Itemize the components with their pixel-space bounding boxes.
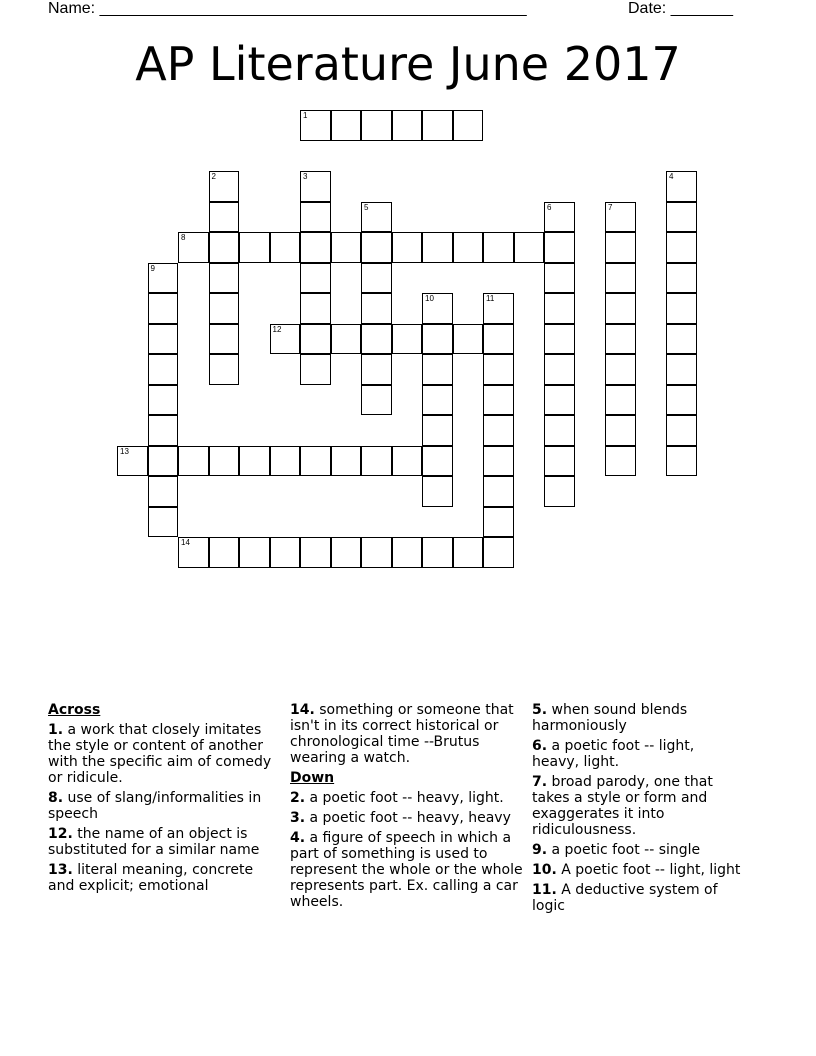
clue-number: 3. (290, 810, 306, 826)
grid-cell[interactable] (361, 232, 392, 263)
clue-text: A poetic foot -- light, light (561, 862, 741, 878)
grid-cell[interactable] (483, 507, 514, 538)
grid-cell[interactable] (605, 232, 636, 263)
grid-cell[interactable] (148, 507, 179, 538)
grid-cell[interactable] (666, 354, 697, 385)
grid-cell[interactable] (209, 446, 240, 477)
clue-text: a poetic foot -- heavy, heavy (309, 810, 511, 826)
clue-number: 6. (532, 738, 548, 754)
cell-number: 12 (272, 324, 282, 334)
date-field[interactable]: Date: _______ (628, 0, 733, 17)
grid-cell[interactable] (544, 232, 575, 263)
clue-number: 14. (290, 702, 315, 718)
clue-text: use of slang/informalities in speech (48, 790, 262, 822)
grid-cell[interactable] (361, 293, 392, 324)
cell-number: 4 (669, 172, 674, 181)
clue-number: 8. (48, 790, 64, 806)
grid-cell[interactable] (361, 202, 392, 233)
grid-cell[interactable] (148, 446, 179, 477)
grid-cell[interactable] (178, 446, 209, 477)
cell-number: 14 (181, 538, 190, 547)
grid-cell[interactable] (361, 263, 392, 294)
clue-down-7 (532, 774, 742, 838)
grid-cell[interactable] (605, 293, 636, 324)
grid-cell[interactable] (605, 446, 636, 477)
grid-cell[interactable] (514, 232, 545, 263)
grid-cell[interactable] (666, 232, 697, 263)
grid-cell[interactable] (300, 293, 331, 324)
grid-cell[interactable] (483, 385, 514, 416)
grid-cell[interactable] (361, 385, 392, 416)
grid-cell[interactable] (666, 263, 697, 294)
clue-text: broad parody, one that takes a style or form and exaggerates it into ridiculousness. (532, 774, 713, 838)
clues-column-1 (48, 702, 280, 898)
grid-cell[interactable] (148, 263, 179, 294)
down-heading: Down (290, 770, 335, 786)
clue-text: something or someone that isn't in its correct historical or chronological time --Brutus wearing a watch. (290, 702, 514, 766)
grid-cell[interactable] (666, 385, 697, 416)
grid-cell[interactable] (209, 354, 240, 385)
grid-cell[interactable] (300, 232, 331, 263)
grid-cell[interactable] (392, 324, 423, 355)
grid-cell[interactable] (483, 354, 514, 385)
grid-cell[interactable] (666, 202, 697, 233)
clue-number: 10. (532, 862, 557, 878)
grid-cell[interactable] (544, 354, 575, 385)
grid-cell[interactable] (544, 324, 575, 355)
cell-number: 6 (547, 202, 552, 212)
grid-cell[interactable] (300, 354, 331, 385)
clue-number: 11. (532, 882, 557, 898)
grid-cell[interactable] (544, 202, 575, 233)
cell-number: 7 (608, 202, 613, 212)
grid-cell[interactable] (422, 476, 453, 507)
grid-cell[interactable] (331, 537, 362, 568)
clue-text: a poetic foot -- single (551, 842, 701, 858)
grid-cell[interactable] (605, 415, 636, 446)
name-field[interactable]: Name: ________________________________________________ (48, 0, 527, 17)
grid-cell[interactable] (178, 232, 209, 263)
clue-down-5 (532, 702, 742, 734)
grid-cell[interactable] (422, 354, 453, 385)
grid-cell[interactable] (422, 110, 453, 141)
grid-cell[interactable] (453, 537, 484, 568)
grid-cell[interactable] (422, 324, 453, 355)
cell-number: 8 (181, 233, 186, 242)
grid-cell[interactable] (209, 293, 240, 324)
cell-number: 10 (425, 294, 434, 303)
grid-cell[interactable] (392, 232, 423, 263)
grid-cell[interactable] (148, 385, 179, 416)
grid-cell[interactable] (300, 171, 331, 202)
grid-cell[interactable] (483, 537, 514, 568)
clues-column-3 (532, 702, 742, 918)
grid-cell[interactable] (605, 385, 636, 416)
grid-cell[interactable] (483, 415, 514, 446)
grid-cell[interactable] (300, 110, 331, 141)
grid-cell[interactable] (300, 446, 331, 477)
grid-cell[interactable] (453, 110, 484, 141)
grid-cell[interactable] (392, 537, 423, 568)
grid-cell[interactable] (270, 446, 301, 477)
clue-text: a poetic foot -- light, heavy, light. (532, 738, 695, 770)
clue-number: 9. (532, 842, 548, 858)
grid-cell[interactable] (361, 446, 392, 477)
grid-cell[interactable] (300, 263, 331, 294)
grid-cell[interactable] (361, 110, 392, 141)
clue-across-12 (48, 826, 280, 858)
page-title: AP Literature June 2017 (135, 37, 681, 91)
grid-cell[interactable] (209, 171, 240, 202)
clue-across-8 (48, 790, 280, 822)
clue-number: 2. (290, 790, 306, 806)
grid-cell[interactable] (544, 476, 575, 507)
clue-text: a poetic foot -- heavy, light. (309, 790, 504, 806)
grid-cell[interactable] (544, 385, 575, 416)
clue-down-10 (532, 862, 742, 878)
clue-number: 12. (48, 826, 73, 842)
clues-column-2 (290, 702, 526, 914)
cell-number: 9 (150, 263, 155, 273)
grid-cell[interactable] (422, 446, 453, 477)
clue-text: the name of an object is substituted for a similar name (48, 826, 260, 858)
grid-cell[interactable] (209, 263, 240, 294)
grid-cell[interactable] (361, 354, 392, 385)
grid-cell[interactable] (605, 263, 636, 294)
clue-across-13 (48, 862, 280, 894)
grid-cell[interactable] (148, 293, 179, 324)
grid-cell[interactable] (117, 446, 148, 477)
cell-number: 3 (303, 172, 308, 181)
clue-number: 4. (290, 830, 306, 846)
grid-cell[interactable] (605, 354, 636, 385)
clue-text: a work that closely imitates the style or content of another with the specific aim of comedy or ridicule. (48, 722, 272, 786)
grid-cell[interactable] (148, 354, 179, 385)
cell-number: 11 (486, 294, 495, 303)
grid-cell[interactable] (239, 537, 270, 568)
grid-cell[interactable] (148, 324, 179, 355)
grid-cell[interactable] (331, 232, 362, 263)
grid-cell[interactable] (422, 293, 453, 324)
clue-number: 5. (532, 702, 548, 718)
grid-cell[interactable] (544, 415, 575, 446)
clue-number: 7. (532, 774, 548, 790)
clue-text: when sound blends harmoniously (532, 702, 688, 734)
grid-cell[interactable] (392, 446, 423, 477)
grid-cell[interactable] (270, 537, 301, 568)
grid-cell[interactable] (422, 232, 453, 263)
clue-down-9 (532, 842, 742, 858)
clue-down-4 (290, 830, 526, 910)
grid-cell[interactable] (331, 324, 362, 355)
cell-number: 13 (120, 446, 129, 456)
cell-number: 1 (303, 111, 308, 120)
grid-cell[interactable] (544, 263, 575, 294)
grid-cell[interactable] (422, 415, 453, 446)
grid-cell[interactable] (483, 293, 514, 324)
grid-cell[interactable] (605, 324, 636, 355)
grid-cell[interactable] (239, 446, 270, 477)
grid-cell[interactable] (483, 446, 514, 477)
grid-cell[interactable] (483, 232, 514, 263)
grid-cell[interactable] (209, 232, 240, 263)
clue-across-14 (290, 702, 526, 766)
cell-number: 5 (364, 202, 369, 212)
grid-cell[interactable] (300, 202, 331, 233)
grid-cell[interactable] (605, 202, 636, 233)
grid-cell[interactable] (300, 537, 331, 568)
grid-cell[interactable] (544, 293, 575, 324)
clue-down-3 (290, 810, 526, 826)
grid-cell[interactable] (300, 324, 331, 355)
clue-down-2 (290, 790, 526, 806)
grid-cell[interactable] (209, 324, 240, 355)
clue-down-6 (532, 738, 742, 770)
across-heading: Across (48, 702, 101, 718)
cell-number: 2 (211, 172, 216, 181)
grid-cell[interactable] (392, 110, 423, 141)
grid-cell[interactable] (453, 232, 484, 263)
clue-text: A deductive system of logic (532, 882, 718, 914)
grid-cell[interactable] (361, 324, 392, 355)
grid-cell[interactable] (422, 537, 453, 568)
grid-cell[interactable] (361, 537, 392, 568)
clue-number: 13. (48, 862, 73, 878)
grid-cell[interactable] (483, 476, 514, 507)
grid-cell[interactable] (544, 446, 575, 477)
grid-cell[interactable] (148, 415, 179, 446)
grid-cell[interactable] (666, 171, 697, 202)
grid-cell[interactable] (331, 110, 362, 141)
grid-cell[interactable] (483, 324, 514, 355)
clue-number: 1. (48, 722, 64, 738)
clue-text: literal meaning, concrete and explicit; emotional (48, 862, 254, 894)
clue-text: a figure of speech in which a part of something is used to represent the whole or the whole represents part. Ex. calling a car wheels. (290, 830, 523, 910)
grid-cell[interactable] (148, 476, 179, 507)
grid-cell[interactable] (270, 324, 301, 355)
grid-cell[interactable] (270, 232, 301, 263)
grid-cell[interactable] (209, 202, 240, 233)
clue-down-11 (532, 882, 742, 914)
grid-cell[interactable] (666, 293, 697, 324)
grid-cell[interactable] (209, 537, 240, 568)
grid-cell[interactable] (666, 415, 697, 446)
grid-cell[interactable] (239, 232, 270, 263)
grid-cell[interactable] (178, 537, 209, 568)
grid-cell[interactable] (666, 324, 697, 355)
grid-cell[interactable] (422, 385, 453, 416)
grid-cell[interactable] (453, 324, 484, 355)
clue-across-1 (48, 722, 280, 786)
grid-cell[interactable] (666, 446, 697, 477)
grid-cell[interactable] (331, 446, 362, 477)
